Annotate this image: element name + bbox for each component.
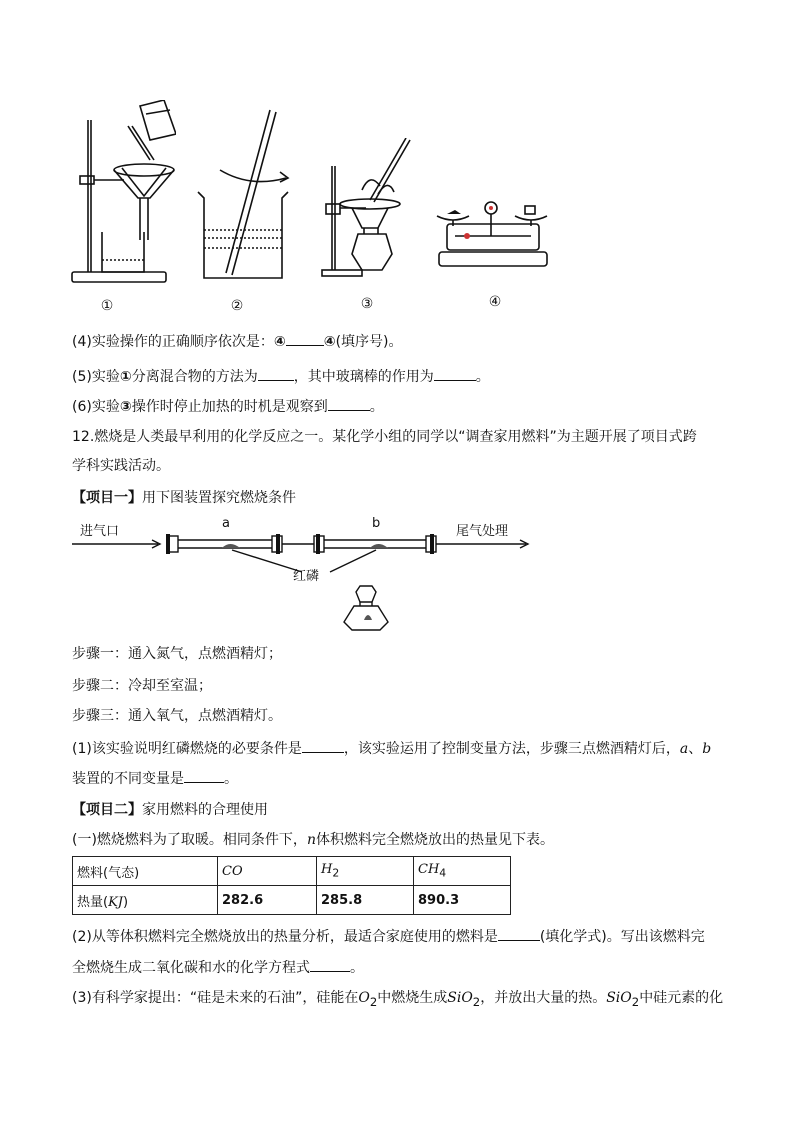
question-1-line-2: 装置的不同变量是 。	[72, 768, 238, 789]
step-1: 步骤一：通入氮气，点燃酒精灯；	[72, 646, 282, 662]
question-4: (4)实验操作的正确顺序依次是：④ ④(填序号)。	[72, 331, 403, 352]
table-header-cell: CO	[218, 857, 317, 886]
inlet-label: 进气口	[80, 524, 120, 539]
question-1-line-1: (1)该实验说明红磷燃烧的必要条件是 ，该实验运用了控制变量方法，步骤三点燃酒精灯后，a、b	[72, 738, 711, 759]
question-6: (6)实验③操作时停止加热的时机是观察到 。	[72, 396, 384, 417]
project-2-heading: 【项目二】家用燃料的合理使用	[72, 802, 268, 818]
answer-blank[interactable]	[434, 366, 476, 381]
answer-blank[interactable]	[302, 738, 344, 753]
table-header-cell: $H_2$	[317, 857, 414, 886]
outlet-label: 尾气处理	[456, 524, 509, 539]
balance-scale-figure	[433, 196, 553, 270]
answer-blank[interactable]	[258, 366, 294, 381]
table-row-label: 热量(KJ)	[73, 886, 218, 915]
answer-blank[interactable]	[328, 396, 370, 411]
figure-label-4: ④	[488, 294, 502, 310]
answer-blank[interactable]	[184, 768, 224, 783]
figure-label-2: ②	[230, 298, 244, 314]
table-cell: 890.3	[414, 886, 511, 915]
question-12-line-2: 学科实践活动。	[72, 458, 170, 474]
question-5: (5)实验①分离混合物的方法为 ，其中玻璃棒的作用为 。	[72, 366, 490, 387]
table-header-cell: 燃料(气态)	[73, 857, 218, 886]
answer-blank[interactable]	[310, 957, 350, 972]
question-12-line-1: 12.燃烧是人类最早利用的化学反应之一。某化学小组的同学以“调查家用燃料”为主题开展了项目式跨	[72, 429, 697, 445]
tube-b-label: b	[372, 516, 381, 531]
step-2: 步骤二：冷却至室温；	[72, 678, 212, 694]
table-cell: 285.8	[317, 886, 414, 915]
table-row	[73, 857, 511, 886]
step-3: 步骤三：通入氧气，点燃酒精灯。	[72, 708, 282, 724]
question-2-line-2: 全燃烧生成二氧化碳和水的化学方程式 。	[72, 957, 364, 978]
evaporation-apparatus-figure	[318, 138, 418, 278]
sub-question-1: (一)燃烧燃料为了取暖。相同条件下，n体积燃料完全燃烧放出的热量见下表。	[72, 832, 554, 848]
table-header-cell: $CH_4$	[414, 857, 511, 886]
table-cell: 282.6	[218, 886, 317, 915]
table-row	[73, 886, 511, 915]
question-3-line-1: (3)有科学家提出：“硅是未来的石油”，硅能在$O_2$中燃烧生成SiO$_2$，并放出大量的热。SiO$_2$中硅元素的化	[72, 990, 724, 1009]
figure-label-1: ①	[100, 298, 114, 314]
fuel-heat-table	[72, 856, 511, 915]
answer-blank[interactable]	[498, 926, 540, 941]
figure-label-3: ③	[360, 296, 374, 312]
question-2-line-1: (2)从等体积燃料完全燃烧放出的热量分析，最适合家庭使用的燃料是 (填化学式)。写出该燃料完	[72, 926, 705, 947]
project-1-heading: 【项目一】用下图装置探究燃烧条件	[72, 490, 296, 506]
red-phosphorus-label: 红磷	[293, 569, 320, 584]
answer-blank[interactable]	[286, 331, 324, 346]
dissolving-beaker-figure	[190, 108, 300, 283]
tube-a-label: a	[222, 516, 230, 531]
filtration-apparatus-figure	[66, 100, 176, 295]
